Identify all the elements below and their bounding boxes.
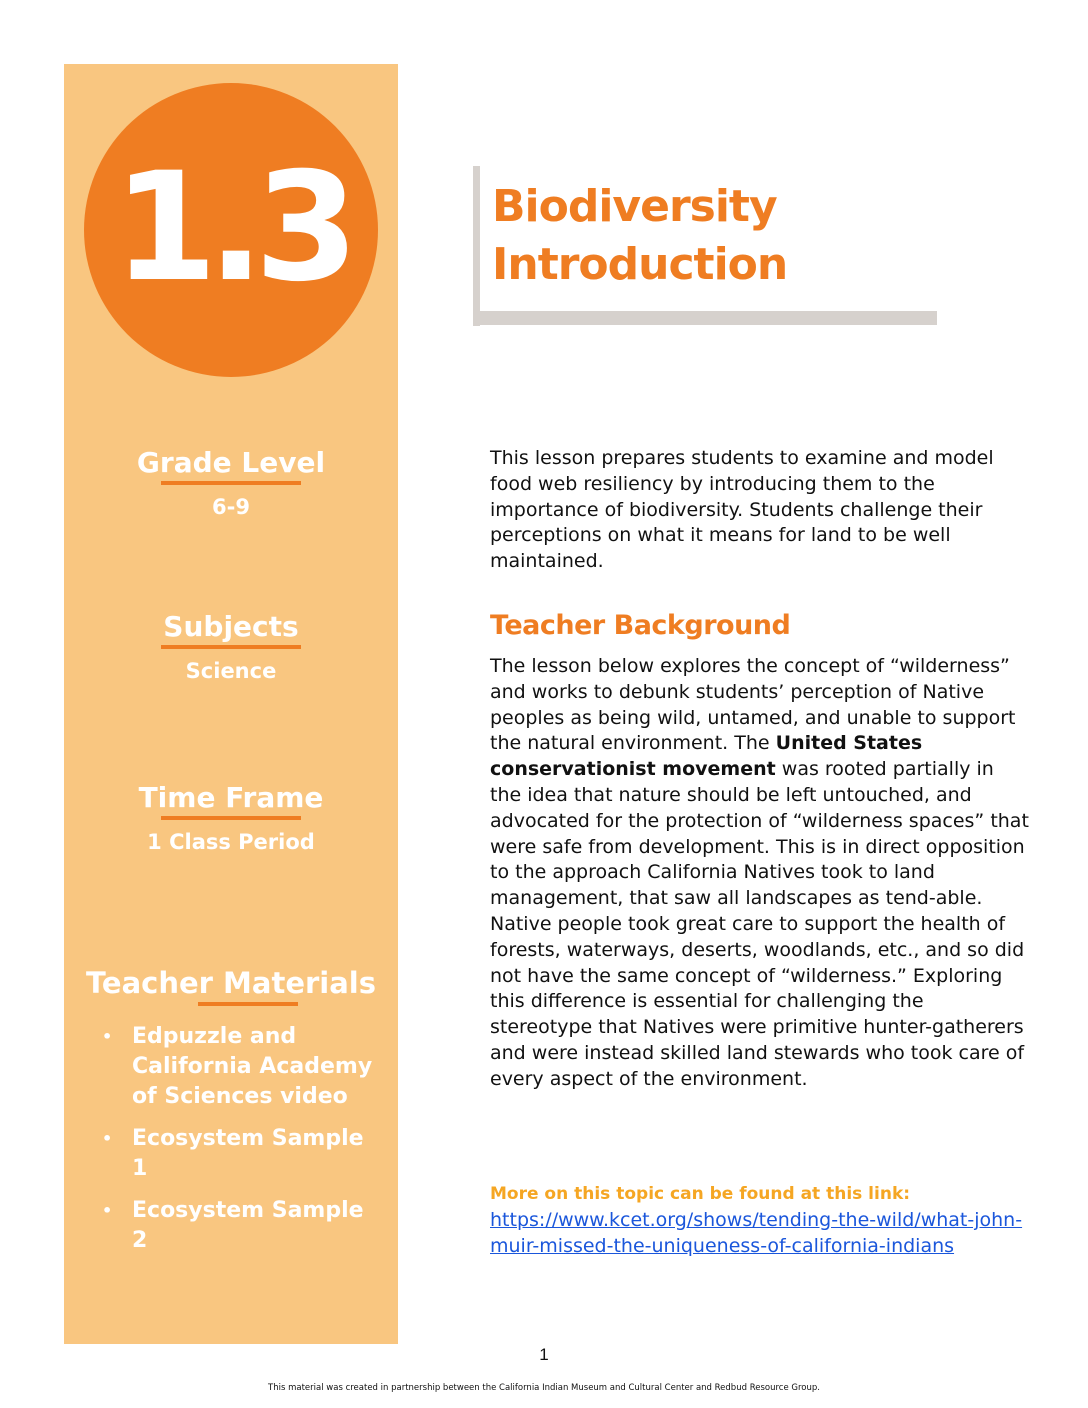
time-frame-heading-text: Time Frame bbox=[138, 781, 324, 814]
page-number: 1 bbox=[539, 1345, 549, 1364]
background-text-part1: The lesson below explores the concept of “wilderness” and works to debunk students’ perception of Native peoples as being wild, untamed, and unable to support the natural environment. The bbox=[490, 655, 1016, 755]
teacher-materials-heading-text: Teacher Materials bbox=[85, 966, 377, 1000]
lesson-number: 1.3 bbox=[113, 141, 349, 315]
time-frame-underline bbox=[161, 816, 301, 820]
teacher-materials-heading bbox=[86, 966, 376, 1004]
list-item bbox=[96, 1196, 386, 1256]
title-accent-bar bbox=[473, 166, 480, 326]
bullet-icon: • bbox=[102, 1027, 113, 1046]
grade-level-heading bbox=[137, 446, 325, 483]
more-info bbox=[490, 1180, 1030, 1259]
grade-level-underline bbox=[161, 481, 301, 485]
grade-level-value: 6-9 bbox=[212, 495, 250, 519]
time-frame-value: 1 Class Period bbox=[147, 830, 315, 854]
subjects-underline bbox=[161, 645, 301, 649]
footer-credit: This material was created in partnership between the California Indian Museum and Cultural Center and Redbud Resource Group. bbox=[268, 1383, 820, 1393]
material-item-label: Ecosystem Sample 2 bbox=[132, 1198, 364, 1253]
teacher-materials-section bbox=[64, 966, 398, 1004]
subjects-heading-text: Subjects bbox=[163, 610, 299, 643]
material-item-label: Ecosystem Sample 1 bbox=[132, 1126, 364, 1181]
more-info-label: More on this topic can be found at this link: bbox=[490, 1184, 911, 1204]
subjects-section bbox=[64, 610, 398, 683]
kcet-article-link[interactable]: https://www.kcet.org/shows/tending-the-wild/what-john-muir-missed-the-uniqueness-of-california-indians bbox=[490, 1209, 1023, 1257]
grade-level-section bbox=[64, 446, 398, 519]
list-item bbox=[96, 1124, 386, 1184]
background-text-bold: United States conservationist movement bbox=[490, 732, 923, 781]
title-accent-underline bbox=[473, 311, 937, 325]
teacher-background-paragraph bbox=[490, 654, 1030, 1093]
subjects-value: Science bbox=[185, 659, 277, 683]
time-frame-heading bbox=[139, 781, 324, 818]
bullet-icon: • bbox=[102, 1201, 113, 1220]
teacher-materials-underline bbox=[198, 1002, 298, 1006]
subjects-heading bbox=[163, 610, 298, 647]
intro-paragraph: This lesson prepares students to examine and model food web resiliency by introducing them to the importance of biodiversity. Students challenge their perceptions on what it means for land to be well maintained. bbox=[490, 447, 994, 573]
grade-level-heading-text: Grade Level bbox=[136, 446, 326, 479]
list-item bbox=[96, 1022, 386, 1112]
bullet-icon: • bbox=[102, 1129, 113, 1148]
material-item-label: Edpuzzle and California Academy of Sciences video bbox=[132, 1024, 373, 1109]
time-frame-section bbox=[64, 781, 398, 854]
teacher-materials-list bbox=[96, 1022, 386, 1268]
page-title-line2: Introduction bbox=[492, 239, 788, 290]
teacher-background-heading: Teacher Background bbox=[490, 610, 791, 641]
page-title bbox=[492, 178, 932, 294]
background-text-part2: was rooted partially in the idea that nature should be left untouched, and advocated for the protection of “wilderness spaces” that were safe from development. This is in direct opposition to the approach California Natives took to land management, that saw all landscapes as tend-able. Native people took great care to support the health of forests, waterways, deserts, woodlands, etc., and so did not have the same concept of “wilderness.” Exploring this difference is essential for challenging the stereotype that Natives were primitive hunter-gatherers and were instead skilled land stewards who took care of every aspect of the environment. bbox=[490, 758, 1029, 1090]
page-title-line1: Biodiversity bbox=[492, 181, 777, 232]
